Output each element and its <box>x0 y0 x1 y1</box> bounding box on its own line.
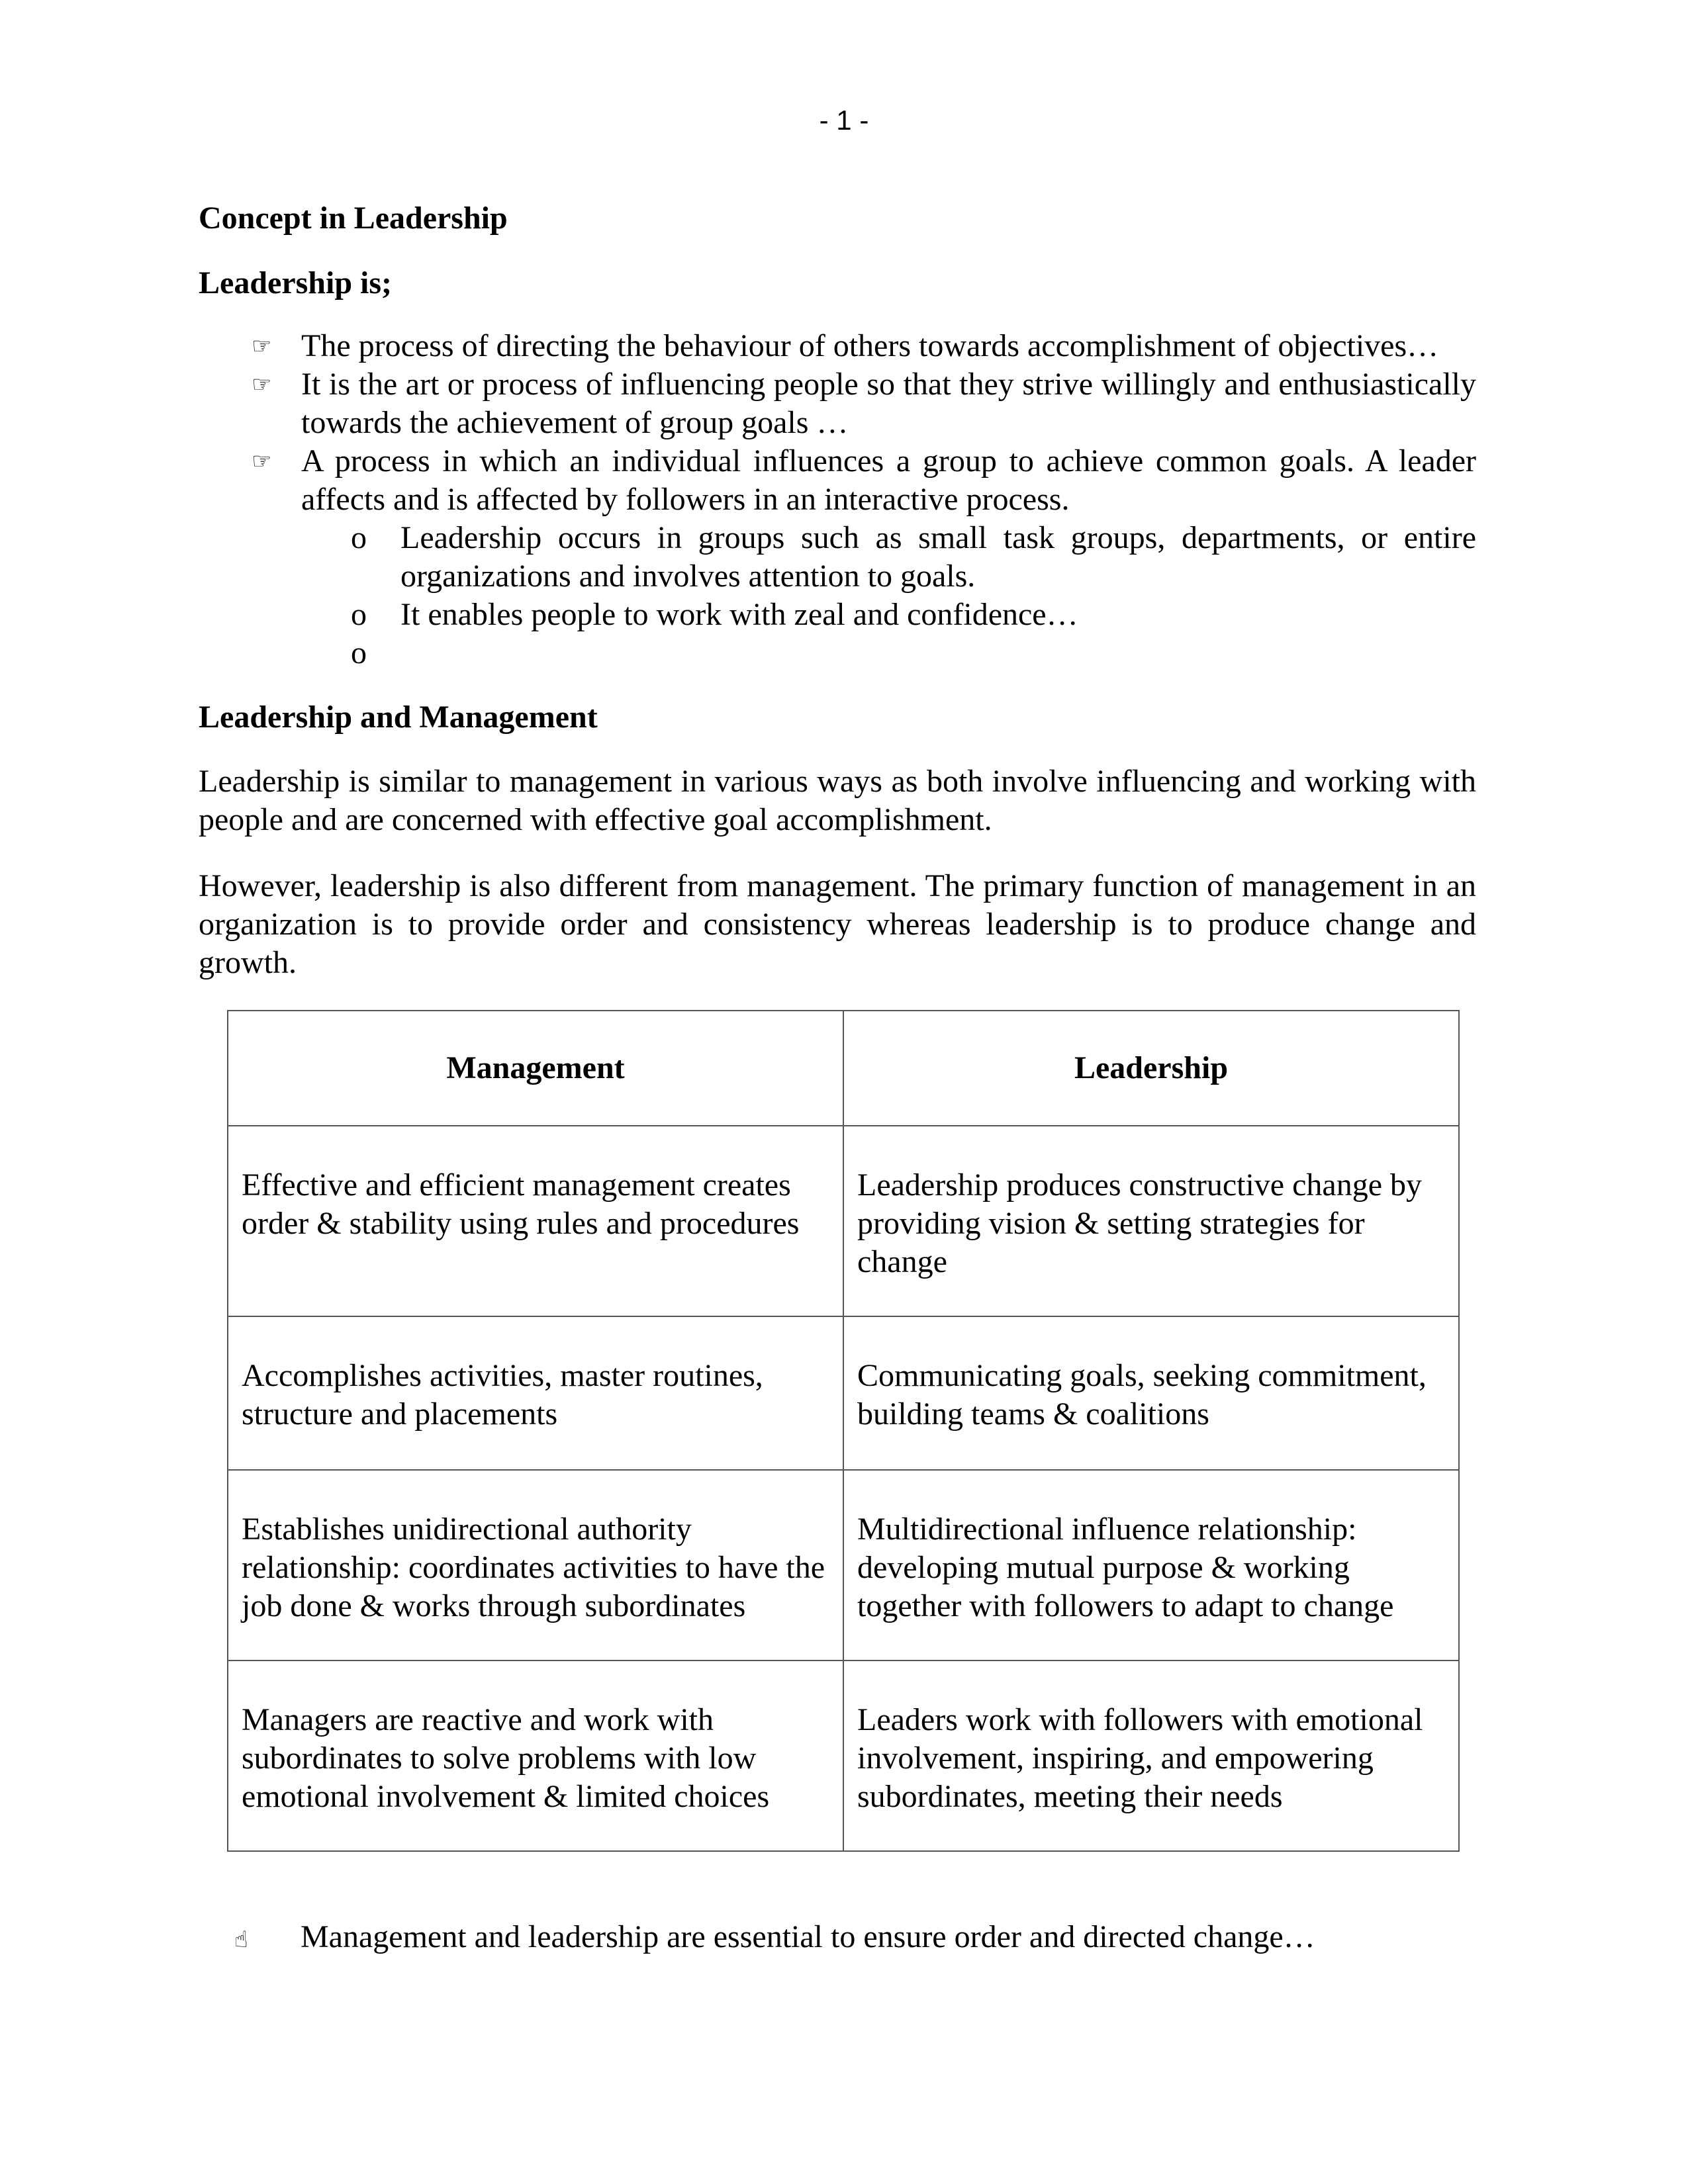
closing-text: Management and leadership are essential to ensure order and directed change… <box>301 1919 1315 1954</box>
heading-concept-in-leadership: Concept in Leadership <box>199 201 508 236</box>
table-header-row <box>228 1011 1459 1126</box>
table-cell: Accomplishes activities, master routines, structure and placements <box>228 1316 843 1470</box>
heading-leadership-is: Leadership is; <box>199 265 393 300</box>
table-row <box>228 1126 1459 1316</box>
sub-item <box>199 634 1476 672</box>
table-cell: Leadership produces constructive change by providing vision & setting strategies for change <box>843 1126 1459 1316</box>
pointing-hand-icon: ☞ <box>252 333 272 359</box>
sub-bullet-marker: o <box>351 520 367 555</box>
table-cell: Managers are reactive and work with subordinates to solve problems with low emotional involvement & limited choices <box>228 1661 843 1851</box>
paragraph: However, leadership is also different from management. The primary function of management in an organization is to provide order and consistency whereas leadership is to produce change and growth. <box>199 868 1476 980</box>
pointing-hand-icon: ☞ <box>252 448 272 475</box>
table-row <box>228 1661 1459 1851</box>
closing-statement <box>232 1918 1315 1959</box>
table-row <box>228 1316 1459 1470</box>
table-cell: Establishes unidirectional authority relationship: coordinates activities to have the job done & works through subordinates <box>228 1470 843 1661</box>
column-header-management: Management <box>228 1011 843 1126</box>
definition-item <box>199 327 1476 365</box>
definition-text: It is the art or process of influencing people so that they strive willingly and enthusiastically towards the achievement of group goals … <box>301 367 1476 440</box>
column-header-leadership: Leadership <box>843 1011 1459 1126</box>
definition-text: The process of directing the behaviour of others towards accomplishment of objectives… <box>301 328 1439 363</box>
definition-list <box>199 327 1476 672</box>
sub-bullet-marker: o <box>351 597 367 632</box>
table-cell: Multidirectional influence relationship: developing mutual purpose & working together with followers to adapt to change <box>843 1470 1459 1661</box>
paragraph: Leadership is similar to management in various ways as both involve influencing and working with people and are concerned with effective goal accomplishment. <box>199 764 1476 837</box>
sub-item-text <box>400 635 408 670</box>
table-cell: Leaders work with followers with emotional involvement, inspiring, and empowering subordinates, meeting their needs <box>843 1661 1459 1851</box>
definition-text: A process in which an individual influences a group to achieve common goals. A leader affects and is affected by followers in an interactive process. <box>301 443 1476 517</box>
pointing-up-hand-icon: ☝ <box>234 1927 248 1953</box>
sub-bullet-marker: o <box>351 635 367 670</box>
heading-leadership-and-management: Leadership and Management <box>199 700 598 735</box>
definition-item <box>199 442 1476 519</box>
sub-item <box>199 596 1476 634</box>
sub-item-text: It enables people to work with zeal and confidence… <box>400 597 1078 632</box>
pointing-hand-icon: ☞ <box>252 371 272 398</box>
comparison-table <box>227 1010 1460 1852</box>
definition-item <box>199 365 1476 442</box>
table-cell: Effective and efficient management creates order & stability using rules and procedures <box>228 1126 843 1316</box>
table-row <box>228 1470 1459 1661</box>
table-cell: Communicating goals, seeking commitment, building teams & coalitions <box>843 1316 1459 1470</box>
page-number: - 1 - <box>819 105 869 136</box>
sub-item <box>199 519 1476 596</box>
sub-item-text: Leadership occurs in groups such as small task groups, departments, or entire organizations and involves attention to goals. <box>400 520 1476 594</box>
